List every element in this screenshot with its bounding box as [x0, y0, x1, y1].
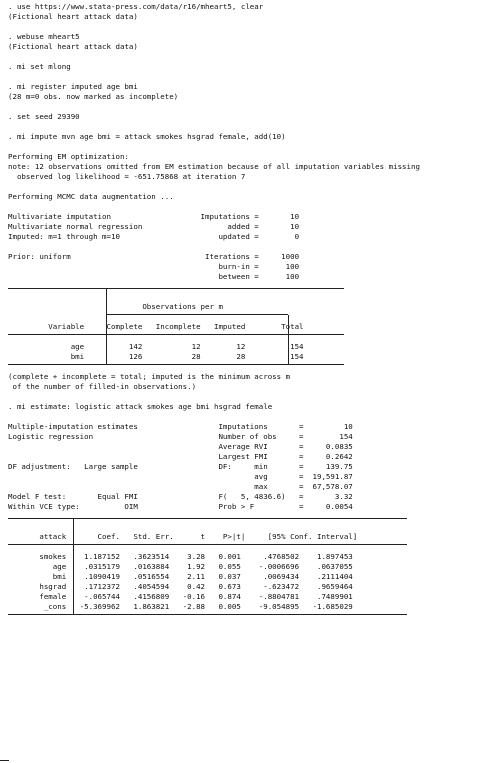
output-line: burn-in = 100 — [8, 262, 300, 271]
table-header: Observations per m — [8, 302, 223, 311]
table-header: Variable Complete Incomplete Imputed Total — [8, 322, 304, 331]
output-line: (Fictional heart attack data) — [8, 42, 138, 51]
table-row: age .0315179 .0163884 1.92 0.055 -.0006696 .0637055 — [8, 562, 353, 571]
command-line: . mi estimate: logistic attack smokes age bmi hsgrad female — [8, 402, 273, 411]
table-column-divider — [288, 315, 289, 364]
table-column-divider — [106, 289, 107, 364]
command-line: . set seed 29390 — [8, 112, 80, 121]
command-line: . mi register imputed age bmi — [8, 82, 138, 91]
output-line: Largest FMI = 0.2642 — [8, 452, 353, 461]
output-line: Average RVI = 0.0835 — [8, 442, 353, 451]
table-row: smokes 1.187152 .3623514 3.28 0.001 .4768502 1.897453 — [8, 552, 353, 561]
table-row: female -.065744 .4156809 -0.16 0.874 -.8804781 .7489901 — [8, 592, 353, 601]
output-line: (Fictional heart attack data) — [8, 12, 138, 21]
command-line: . mi set mlong — [8, 62, 71, 71]
output-line: Performing EM optimization: — [8, 152, 129, 161]
command-line: . use https://www.stata-press.com/data/r16/mheart5, clear — [8, 2, 264, 11]
table-row: _cons -5.369962 1.863821 -2.88 0.005 -9.054895 -1.685029 — [8, 602, 353, 611]
table-header-rule — [8, 544, 407, 545]
console-edge-mark — [0, 760, 9, 761]
table-bottom-rule — [8, 614, 407, 615]
output-line: between = 100 — [8, 272, 300, 281]
output-line: note: 12 observations omitted from EM estimation because of all imputation variables missing — [8, 162, 420, 171]
output-line: (28 m=0 obs. now marked as incomplete) — [8, 92, 179, 101]
table-top-rule — [8, 518, 407, 519]
output-line: DF adjustment: Large sample DF: min = 139.75 — [8, 462, 353, 471]
command-line: . webuse mheart5 — [8, 32, 80, 41]
output-line: Within VCE type: OIM Prob > F = 0.0054 — [8, 502, 353, 511]
output-line: Multiple-imputation estimates Imputations = 10 — [8, 422, 353, 431]
output-line: (complete + incomplete = total; imputed is the minimum across m — [8, 372, 291, 381]
output-line: Model F test: Equal FMI F( 5, 4836.6) = 3.32 — [8, 492, 353, 501]
table-column-divider — [73, 519, 74, 614]
output-line: Prior: uniform Iterations = 1000 — [8, 252, 300, 261]
output-line: observed log likelihood = -651.75868 at iteration 7 — [8, 172, 246, 181]
output-line: Logistic regression Number of obs = 154 — [8, 432, 353, 441]
command-line: . mi impute mvn age bmi = attack smokes hsgrad female, add(10) — [8, 132, 286, 141]
table-row: bmi 126 28 28 154 — [8, 352, 304, 361]
output-line: avg = 19,591.87 — [8, 472, 353, 481]
table-header-rule — [8, 334, 344, 335]
output-line: max = 67,578.07 — [8, 482, 353, 491]
table-row: hsgrad .1712372 .4054594 0.42 0.673 -.623472 .9659464 — [8, 582, 353, 591]
table-header: attack Coef. Std. Err. t P>|t| [95% Conf. Interval] — [8, 532, 358, 541]
output-line: Performing MCMC data augmentation ... — [8, 192, 174, 201]
table-row: age 142 12 12 154 — [8, 342, 304, 351]
table-row: bmi .1090419 .0516554 2.11 0.037 .0069434 .2111404 — [8, 572, 353, 581]
table-subheader-rule — [106, 314, 288, 315]
output-line: Imputed: m=1 through m=10 updated = 0 — [8, 232, 300, 241]
table-top-rule — [8, 288, 344, 289]
output-line: Multivariate imputation Imputations = 10 — [8, 212, 300, 221]
output-line: Multivariate normal regression added = 10 — [8, 222, 300, 231]
table-bottom-rule — [8, 364, 344, 365]
output-line: of the number of filled-in observations.) — [8, 382, 197, 391]
